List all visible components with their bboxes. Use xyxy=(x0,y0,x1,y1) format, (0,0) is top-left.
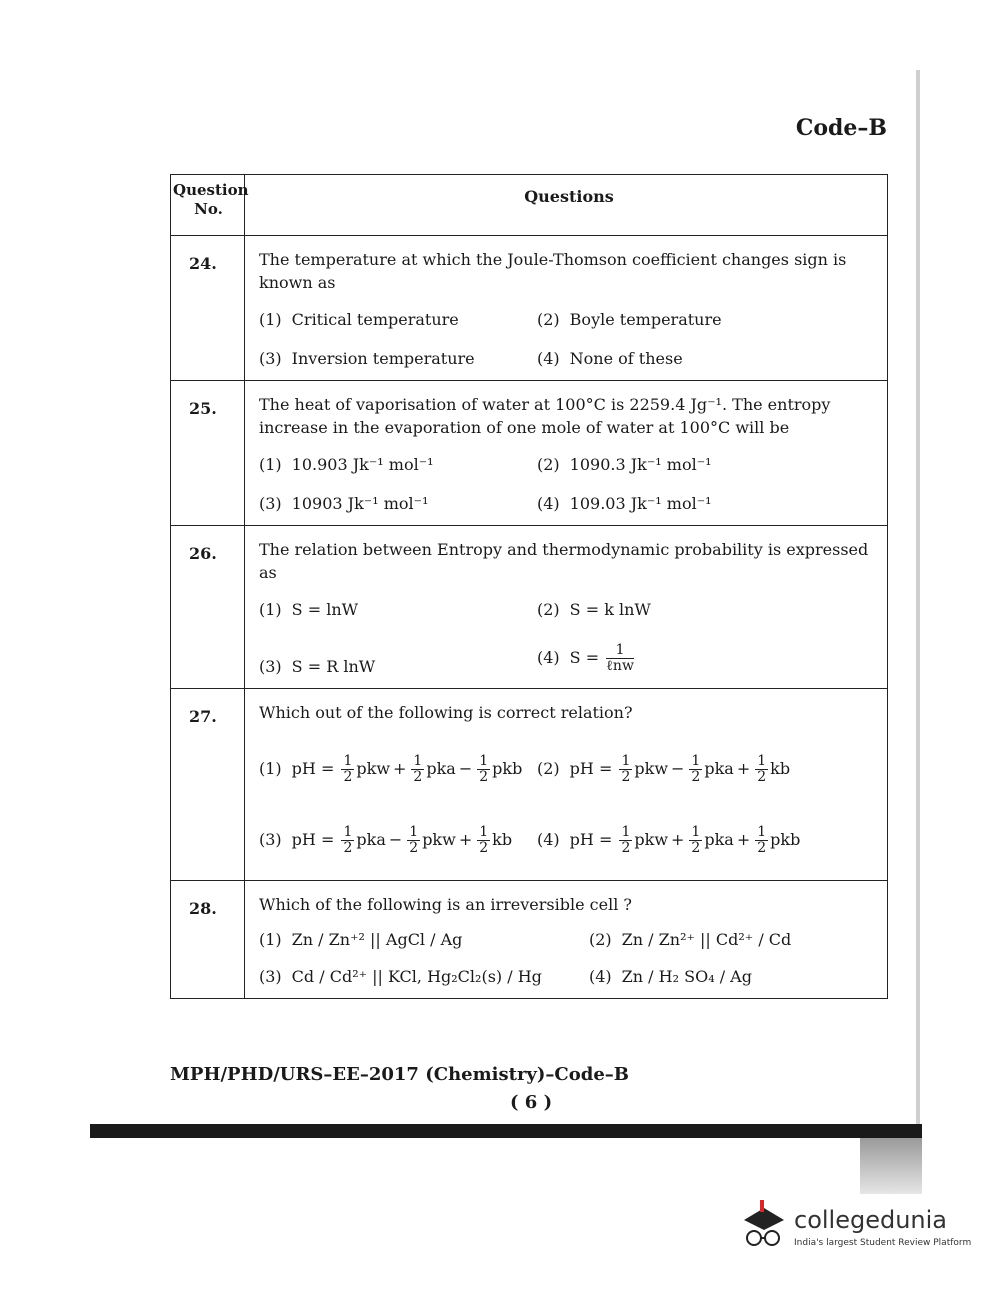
option-1: (1) pH = $\frac{1}{2}$ pkw + $\frac{1}{2}$ pka − $\frac{1}{2}$ pkb xyxy=(259,753,523,785)
question-text: Which of the following is an irreversible cell ? xyxy=(259,895,632,914)
option-1: (1) 10.903 Jk⁻¹ mol⁻¹ xyxy=(259,455,434,474)
fraction: $\frac{1}{\text{ℓnw}}$ xyxy=(606,642,634,674)
option-3: (3) S = R lnW xyxy=(259,657,376,676)
fraction: $\frac{1}{2}$ xyxy=(691,824,701,856)
fraction: $\frac{1}{2}$ xyxy=(621,824,631,856)
fraction: $\frac{1}{2}$ xyxy=(691,753,701,785)
scan-edge-line xyxy=(916,70,920,1130)
option-2: (2) 1090.3 Jk⁻¹ mol⁻¹ xyxy=(537,455,712,474)
fraction: $\frac{1}{2}$ xyxy=(621,753,631,785)
fraction: $\frac{1}{2}$ xyxy=(343,753,353,785)
header-question-no: Question No. xyxy=(171,175,245,235)
option-1: (1) Zn / Zn⁺² || AgCl / Ag xyxy=(259,930,463,949)
question-table xyxy=(170,174,888,999)
option-1: (1) Critical temperature xyxy=(259,310,459,329)
question-number: 24. xyxy=(171,236,245,380)
option-3: (3) Cd / Cd²⁺ || KCl, Hg₂Cl₂(s) / Hg xyxy=(259,967,542,986)
option-3: (3) 10903 Jk⁻¹ mol⁻¹ xyxy=(259,494,429,513)
option-2: (2) S = k lnW xyxy=(537,600,651,619)
option-4: (4) Zn / H₂ SO₄ / Ag xyxy=(589,967,752,986)
brand-name: collegedunia xyxy=(794,1206,948,1234)
option-2: (2) pH = $\frac{1}{2}$ pkw − $\frac{1}{2}$ pka + $\frac{1}{2}$ kb xyxy=(537,753,791,785)
fraction: $\frac{1}{2}$ xyxy=(757,753,767,785)
question-number: 26. xyxy=(171,526,245,688)
question-text: The temperature at which the Joule-Thomson coefficient changes sign is known as xyxy=(259,250,847,292)
question-number: 28. xyxy=(171,881,245,998)
fraction: $\frac{1}{2}$ xyxy=(413,753,423,785)
fraction: $\frac{1}{2}$ xyxy=(409,824,419,856)
question-number: 25. xyxy=(171,381,245,525)
paper-code: Code–B xyxy=(795,115,887,141)
fraction: $\frac{1}{2}$ xyxy=(343,824,353,856)
exam-footer: MPH/PHD/URS–EE–2017 (Chemistry)–Code–B xyxy=(170,1064,629,1085)
option-4: (4) pH = $\frac{1}{2}$ pkw + $\frac{1}{2}$ pka + $\frac{1}{2}$ pkb xyxy=(537,824,801,856)
question-text: Which out of the following is correct relation? xyxy=(259,703,633,722)
option-3: (3) pH = $\frac{1}{2}$ pka − $\frac{1}{2}$ pkw + $\frac{1}{2}$ kb xyxy=(259,824,513,856)
option-1: (1) S = lnW xyxy=(259,600,359,619)
table-header xyxy=(171,175,887,235)
brand-watermark xyxy=(738,1198,972,1262)
mascot-icon xyxy=(738,1198,790,1258)
question-row-28 xyxy=(171,880,887,998)
option-2: (2) Boyle temperature xyxy=(537,310,722,329)
fraction: $\frac{1}{2}$ xyxy=(757,824,767,856)
fraction: $\frac{1}{2}$ xyxy=(479,824,489,856)
option-2: (2) Zn / Zn²⁺ || Cd²⁺ / Cd xyxy=(589,930,792,949)
question-text: The relation between Entropy and thermodynamic probability is expressed as xyxy=(259,540,869,582)
scan-shadow xyxy=(860,1138,922,1194)
fraction: $\frac{1}{2}$ xyxy=(479,753,489,785)
header-questions: Questions xyxy=(524,187,614,206)
option-4: (4) 109.03 Jk⁻¹ mol⁻¹ xyxy=(537,494,712,513)
brand-tagline: India's largest Student Review Platform xyxy=(794,1238,972,1248)
option-4: (4) S = $\frac{1}{\text{ℓnw}}$ xyxy=(537,642,634,674)
page-number: ( 6 ) xyxy=(510,1092,553,1113)
option-4: (4) None of these xyxy=(537,349,683,368)
option-3: (3) Inversion temperature xyxy=(259,349,475,368)
scan-bottom-bar xyxy=(90,1124,922,1138)
question-number: 27. xyxy=(171,689,245,880)
question-row-25 xyxy=(171,380,887,525)
question-text: The heat of vaporisation of water at 100°C is 2259.4 Jg⁻¹. The entropy increase in the evaporation of one mole of water at 100°C will be xyxy=(259,395,831,437)
question-row-26 xyxy=(171,525,887,688)
question-row-27 xyxy=(171,688,887,880)
question-row-24 xyxy=(171,235,887,380)
